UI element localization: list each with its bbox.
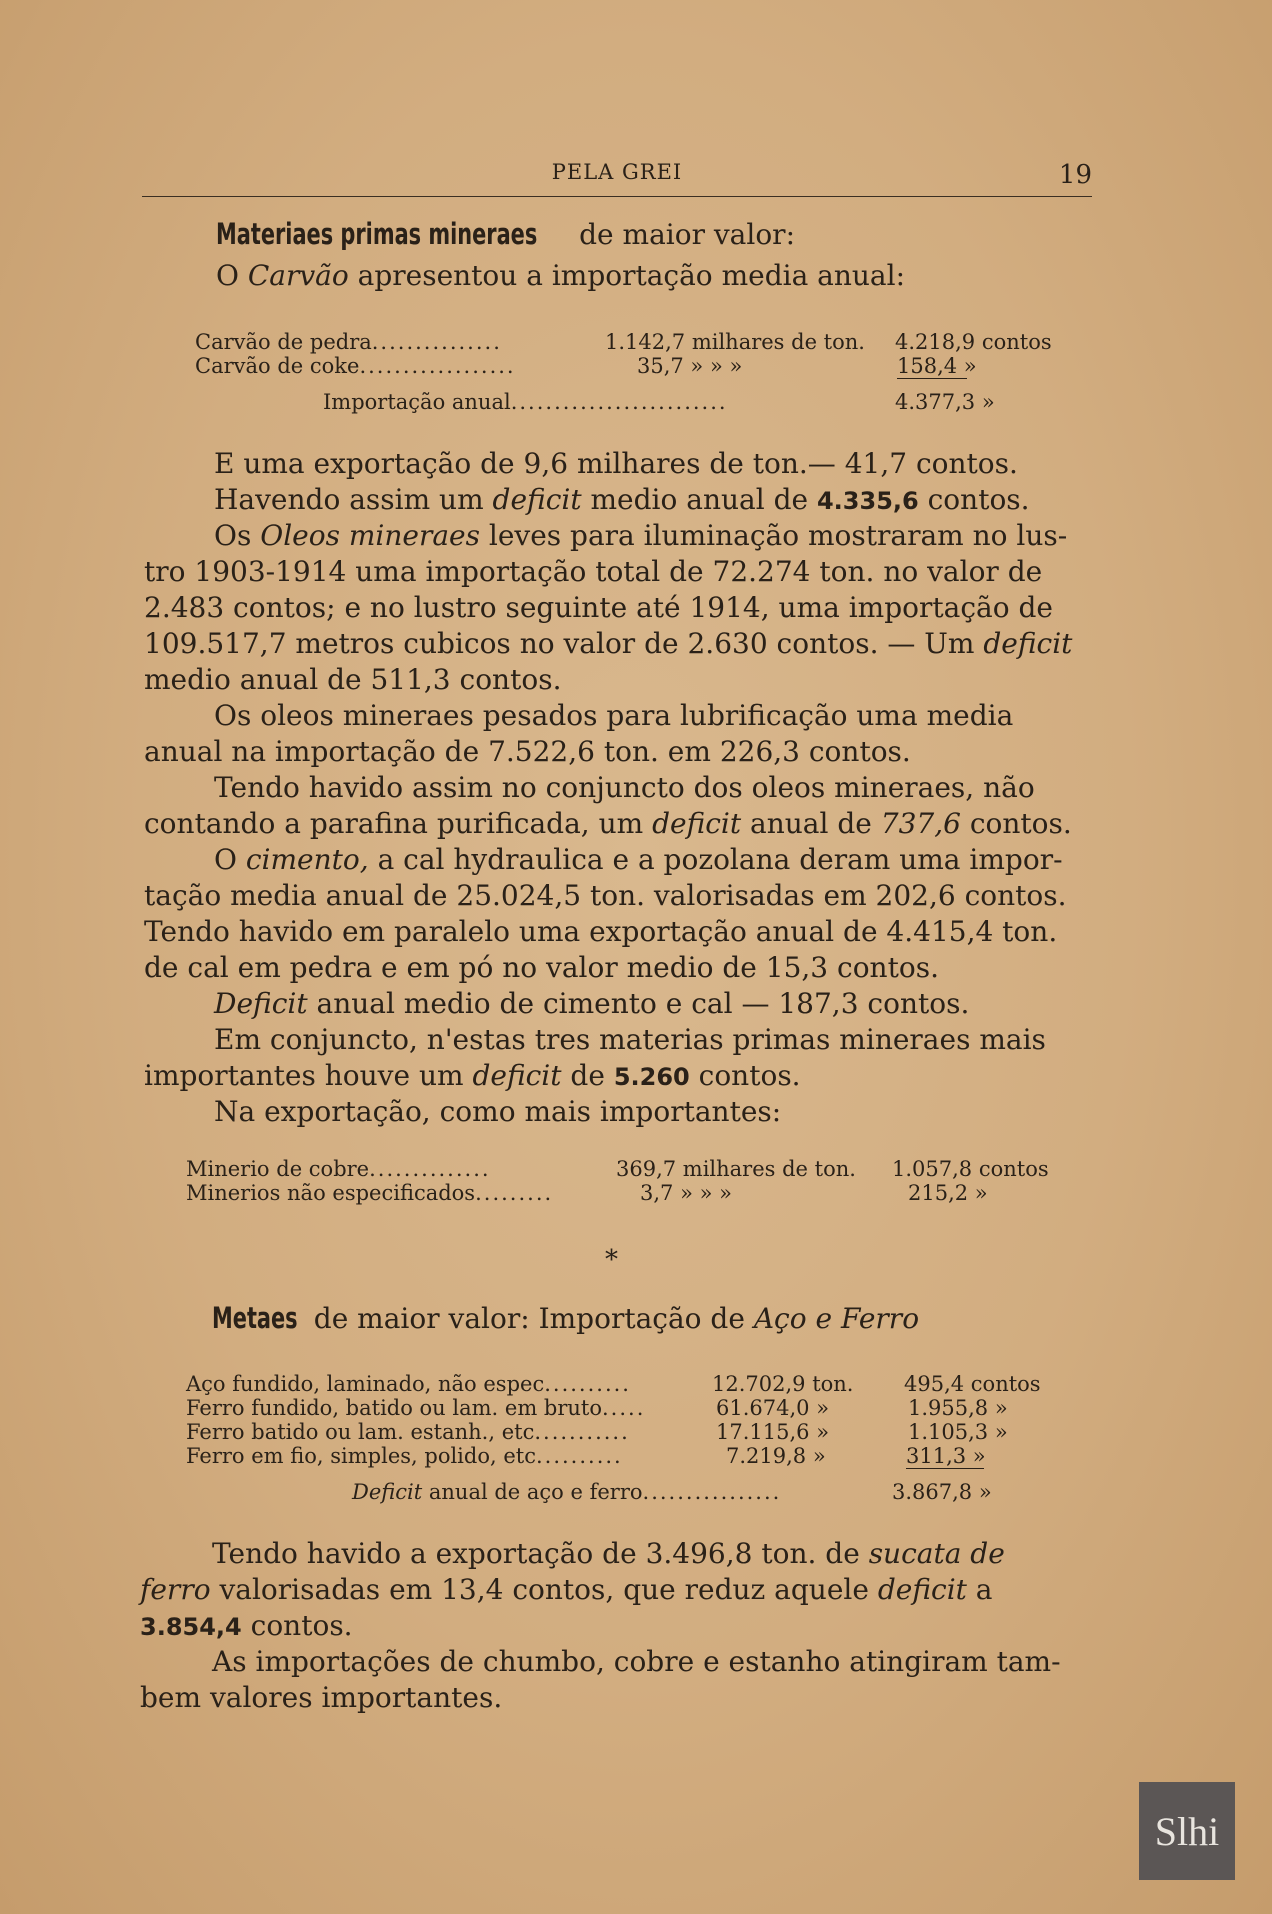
intro-line — [216, 258, 905, 294]
total-label: Importação anual......................... — [323, 390, 728, 414]
row-value: 4.218,9 contos — [895, 330, 1052, 354]
text-line: Na exportação, como mais importantes: — [214, 1095, 782, 1128]
running-header — [142, 160, 1092, 190]
text-line: Havendo assim um deficit medio anual de 4.335,6 contos. — [214, 483, 1030, 516]
text-line: de cal em pedra e em pó no valor medio de 15,3 contos. — [144, 951, 939, 984]
total-label: Deficit anual de aço e ferro................ — [352, 1480, 782, 1504]
text-line: Tendo havido assim no conjuncto dos oleos mineraes, não — [214, 771, 1035, 804]
text-line: contando a parafina purificada, um deficit anual de 737,6 contos. — [144, 807, 1072, 840]
text-line: bem valores importantes. — [140, 1681, 503, 1714]
text-line: anual na importação de 7.522,6 ton. em 226,3 contos. — [144, 735, 911, 768]
row-label: Aço fundido, laminado, não espec.......... — [186, 1372, 631, 1396]
header-rule — [142, 196, 1092, 197]
text-line: E uma exportação de 9,6 milhares de ton.— 41,7 contos. — [214, 447, 1018, 480]
page-number: 19 — [1058, 160, 1092, 190]
row-label: Carvão de coke.................. — [195, 354, 516, 378]
heading-bold: Metaes — [212, 1301, 298, 1335]
table-row — [186, 1181, 1066, 1205]
text-line: 2.483 contos; e no lustro seguinte até 1914, uma importação de — [144, 591, 1053, 624]
row-label: Ferro batido ou lam. estanh., etc........... — [186, 1420, 630, 1444]
text-line: Deficit anual medio de cimento e cal — 187,3 contos. — [214, 987, 970, 1020]
coal-table — [195, 330, 1075, 414]
text-line: As importações de chumbo, cobre e estanho atingiram tam- — [212, 1645, 1061, 1678]
table-total-row — [195, 390, 1075, 414]
row-qty: 7.219,8 » — [726, 1444, 826, 1468]
text-line: importantes houve um deficit de 5.260 contos. — [144, 1059, 801, 1092]
row-qty: 369,7 milhares de ton. — [616, 1157, 856, 1181]
section-heading-metaes — [212, 1300, 919, 1337]
text-line: Em conjuncto, n'estas tres materias primas mineraes mais — [214, 1023, 1046, 1056]
text-line: tro 1903-1914 uma importação total de 72.274 ton. no valor de — [144, 555, 1043, 588]
table-row — [186, 1444, 1066, 1468]
section-separator: * — [605, 1245, 618, 1275]
row-label: Minerio de cobre.............. — [186, 1157, 491, 1181]
table-row — [186, 1396, 1066, 1420]
row-label: Carvão de pedra............... — [195, 330, 502, 354]
row-value: 215,2 » — [908, 1181, 988, 1205]
row-value: 1.105,3 » — [908, 1420, 1008, 1444]
text-line: 3.854,4 contos. — [140, 1609, 353, 1642]
row-qty: 61.674,0 » — [716, 1396, 830, 1420]
text-line: Tendo havido a exportação de 3.496,8 ton. de sucata de — [212, 1537, 1005, 1570]
running-title: PELA GREI — [551, 160, 683, 184]
heading-italic: Aço e Ferro — [753, 1302, 920, 1335]
library-stamp: Slhi — [1139, 1782, 1235, 1880]
total-value: 4.377,3 » — [895, 390, 995, 414]
row-qty: 17.115,6 » — [716, 1420, 830, 1444]
row-qty: 12.702,9 ton. — [712, 1372, 854, 1396]
total-value: 3.867,8 » — [892, 1480, 992, 1504]
section-heading-materias — [216, 216, 795, 253]
heading-bold: Materiaes primas mineraes — [216, 217, 538, 251]
table-row — [195, 330, 1075, 354]
text-line: Os oleos mineraes pesados para lubrificação uma media — [214, 699, 1014, 732]
heading-pre: de maior valor: Importação de — [304, 1302, 754, 1335]
row-value: 1.057,8 contos — [892, 1157, 1049, 1181]
table-row — [186, 1420, 1066, 1444]
row-value: 311,3 » — [906, 1444, 986, 1468]
text-line: O cimento, a cal hydraulica e a pozolana deram uma impor- — [214, 843, 1063, 876]
row-qty: 3,7 » » » — [640, 1181, 732, 1205]
export-table — [186, 1157, 1066, 1205]
text-line: ferro valorisadas em 13,4 contos, que reduz aquele deficit a — [140, 1573, 993, 1606]
row-qty: 35,7 » » » — [637, 354, 743, 378]
text-line: Os Oleos mineraes leves para iluminação mostraram no lus- — [214, 519, 1068, 552]
steel-iron-table — [186, 1372, 1066, 1504]
intro-pre: O — [216, 259, 248, 292]
table-row — [186, 1372, 1066, 1396]
row-value: 158,4 » — [897, 354, 977, 378]
text-line: Tendo havido em paralelo uma exportação anual de 4.415,4 ton. — [144, 915, 1058, 948]
row-label: Ferro fundido, batido ou lam. em bruto..... — [186, 1396, 646, 1420]
intro-post: apresentou a importação media anual: — [348, 259, 906, 292]
text-line: medio anual de 511,3 contos. — [144, 663, 562, 696]
row-value: 1.955,8 » — [908, 1396, 1008, 1420]
row-value: 495,4 contos — [904, 1372, 1041, 1396]
text-line: tação media anual de 25.024,5 ton. valorisadas em 202,6 contos. — [144, 879, 1067, 912]
heading-rest: de maior valor: — [570, 218, 795, 251]
table-row — [186, 1157, 1066, 1181]
intro-italic: Carvão — [247, 259, 349, 292]
table-row — [195, 354, 1075, 378]
row-label: Ferro em fio, simples, polido, etc.......... — [186, 1444, 623, 1468]
row-qty: 1.142,7 milhares de ton. — [605, 330, 865, 354]
table-total-row — [186, 1480, 1066, 1504]
row-label: Minerios não especificados......... — [186, 1181, 554, 1205]
text-line: 109.517,7 metros cubicos no valor de 2.630 contos. — Um deficit — [144, 627, 1073, 660]
